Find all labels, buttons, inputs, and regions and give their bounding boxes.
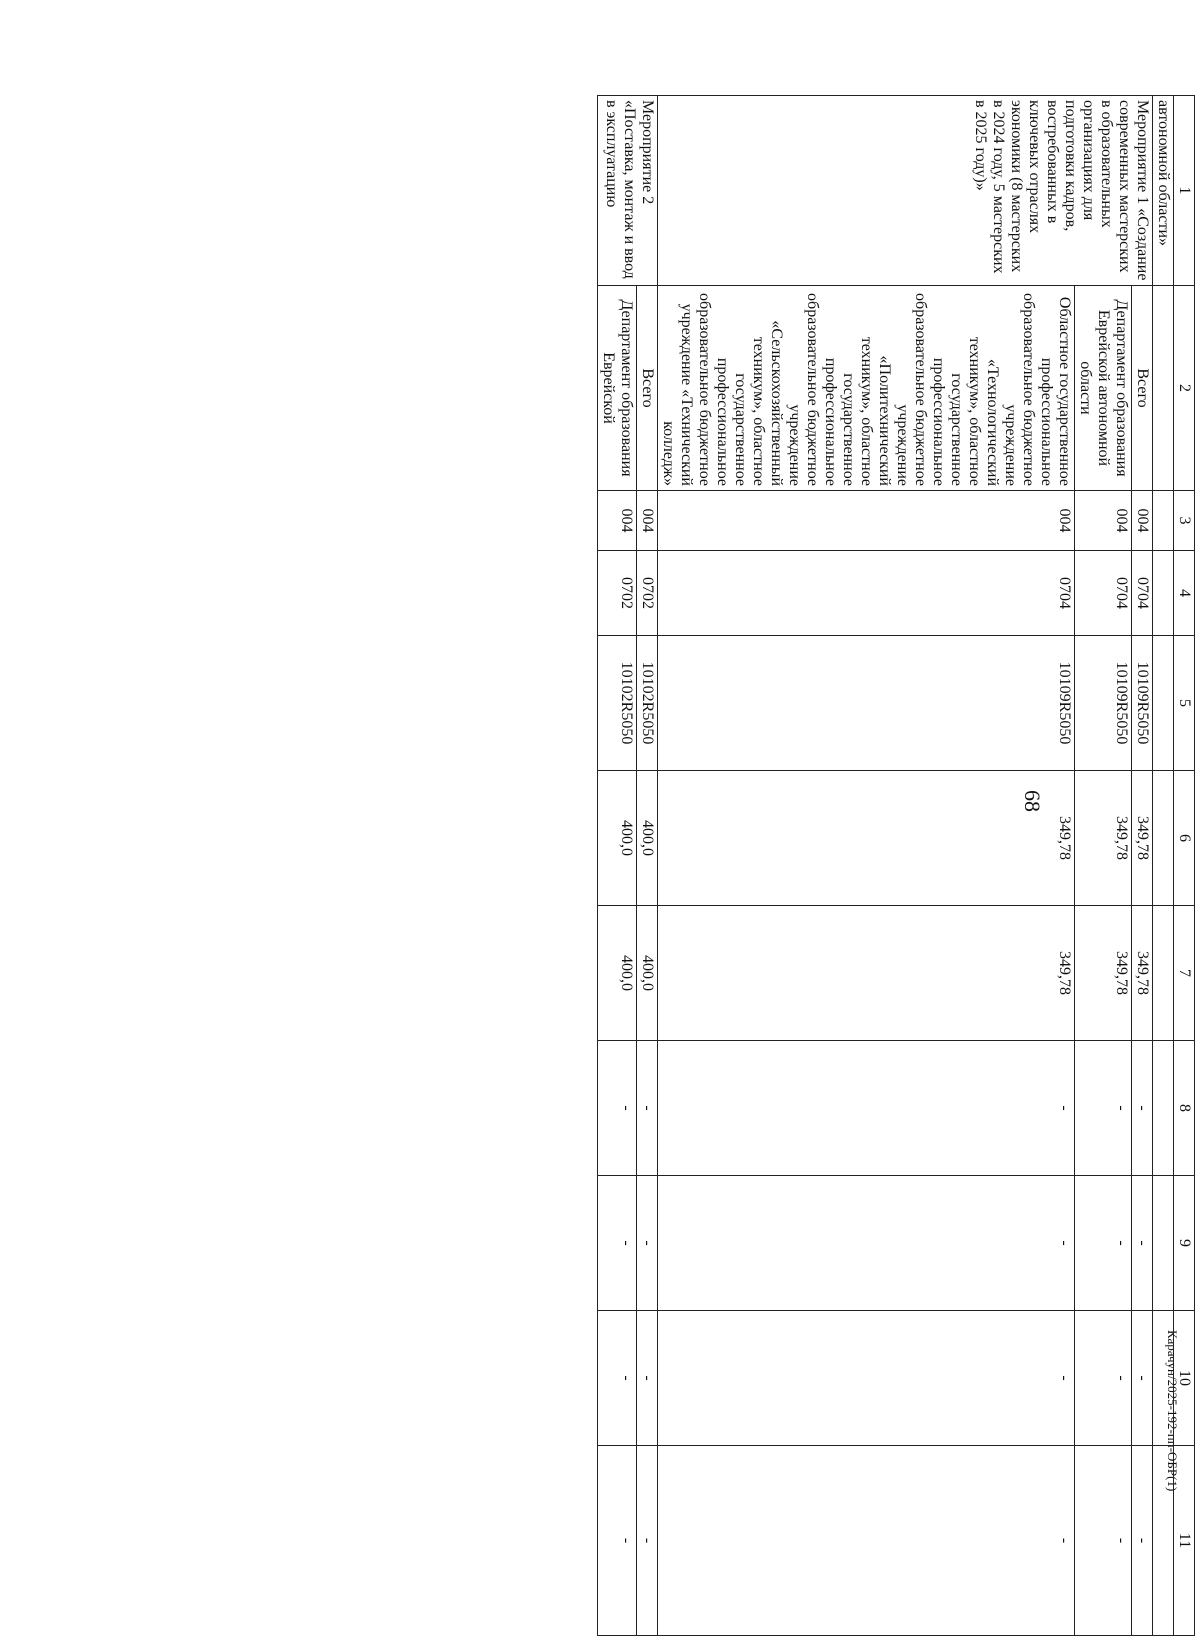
csr-cell: 10109R5050	[1075, 636, 1132, 771]
year-cell: -	[637, 1446, 658, 1636]
year-cell: 400,0	[637, 906, 658, 1041]
year-cell: -	[1075, 1041, 1132, 1176]
rz-cell: 0702	[598, 551, 637, 636]
col-header-9: 9	[1174, 1176, 1195, 1311]
col-header-8: 8	[1174, 1041, 1195, 1176]
table-row	[658, 96, 1075, 1636]
grbs-cell: 004	[1075, 491, 1132, 551]
table-row	[637, 96, 658, 1636]
grbs-cell: 004	[598, 491, 637, 551]
rotated-table-wrapper	[165, 95, 1195, 1635]
year-cell: -	[658, 1311, 1075, 1446]
continuation-label: автономной области»	[1153, 96, 1174, 286]
col-header-3: 3	[1174, 491, 1195, 551]
col-header-11: 11	[1174, 1446, 1195, 1636]
measure1-title: Мероприятие 1 «Создание современных мастерских в образовательных организациях для подготовки кадров, востребованных в ключевых отраслях экономики (8 мастерских в 2024 году, 5 мастерских в 2025 году)»	[658, 96, 1153, 286]
year-cell: -	[598, 1176, 637, 1311]
table-row	[598, 96, 637, 1636]
measure2-title: Мероприятие 2 «Поставка, монтаж и ввод в эксплуатацию	[598, 96, 658, 286]
document-code: Карачун/2025-192-пп-ОБР(1)	[1165, 1330, 1180, 1492]
col-header-2: 2	[1174, 286, 1195, 491]
budget-table	[597, 95, 1195, 1636]
continuation-row	[1153, 96, 1174, 1636]
executor-cell: Департамент образования Еврейской автономной области	[1075, 286, 1132, 491]
csr-cell: 10102R5050	[598, 636, 637, 771]
rz-cell: 0702	[637, 551, 658, 636]
executor-cell: Департамент образования Еврейской	[598, 286, 637, 491]
rz-cell: 0704	[1132, 551, 1153, 636]
year-cell: -	[1075, 1176, 1132, 1311]
grbs-cell: 004	[658, 491, 1075, 551]
total-cell: 349,78	[1132, 771, 1153, 906]
year-cell: -	[1132, 1176, 1153, 1311]
year-cell: -	[658, 1446, 1075, 1636]
col-header-5: 5	[1174, 636, 1195, 771]
year-cell: -	[598, 1446, 637, 1636]
year-cell: -	[637, 1176, 658, 1311]
page-number: 68	[1020, 790, 1045, 812]
col-header-6: 6	[1174, 771, 1195, 906]
grbs-cell: 004	[637, 491, 658, 551]
total-cell: 349,78	[658, 771, 1075, 906]
year-cell: -	[637, 1041, 658, 1176]
grbs-cell: 004	[1132, 491, 1153, 551]
col-header-7: 7	[1174, 906, 1195, 1041]
year-cell: 400,0	[598, 906, 637, 1041]
csr-cell: 10102R5050	[637, 636, 658, 771]
year-cell: -	[1132, 1446, 1153, 1636]
year-cell: -	[658, 1176, 1075, 1311]
year-cell: -	[1132, 1311, 1153, 1446]
table-row	[1132, 96, 1153, 1636]
col-header-10: 10	[1174, 1311, 1195, 1446]
year-cell: -	[658, 1041, 1075, 1176]
year-cell: -	[637, 1311, 658, 1446]
year-cell: 349,78	[1075, 906, 1132, 1041]
rz-cell: 0704	[658, 551, 1075, 636]
col-header-4: 4	[1174, 551, 1195, 636]
executor-cell: Всего	[1132, 286, 1153, 491]
total-cell: 400,0	[598, 771, 637, 906]
year-cell: -	[598, 1041, 637, 1176]
total-cell: 349,78	[1075, 771, 1132, 906]
executor-cell: Всего	[637, 286, 658, 491]
total-cell: 400,0	[637, 771, 658, 906]
col-header-1: 1	[1174, 96, 1195, 286]
year-cell: -	[1132, 1041, 1153, 1176]
year-cell: 349,78	[658, 906, 1075, 1041]
year-cell: -	[598, 1311, 637, 1446]
executor-cell: Областное государственное профессиональное образовательное бюджетное учреждение «Технологический техникум», областное государственное профессиональное образовательное бюджетное учреждение «Политехнический техникум», областное государственное профессиональное образовательное бюджетное учреждение «Сельскохозяйственный техникум», областное государственное профессиональное образовательное бюджетное учреждение «Технический колледж»	[658, 286, 1075, 491]
year-cell: 349,78	[1132, 906, 1153, 1041]
header-row	[1174, 96, 1195, 1636]
year-cell: -	[1075, 1446, 1132, 1636]
csr-cell: 10109R5050	[1132, 636, 1153, 771]
csr-cell: 10109R5050	[658, 636, 1075, 771]
rz-cell: 0704	[1075, 551, 1132, 636]
table-row	[1075, 96, 1132, 1636]
year-cell: -	[1075, 1311, 1132, 1446]
